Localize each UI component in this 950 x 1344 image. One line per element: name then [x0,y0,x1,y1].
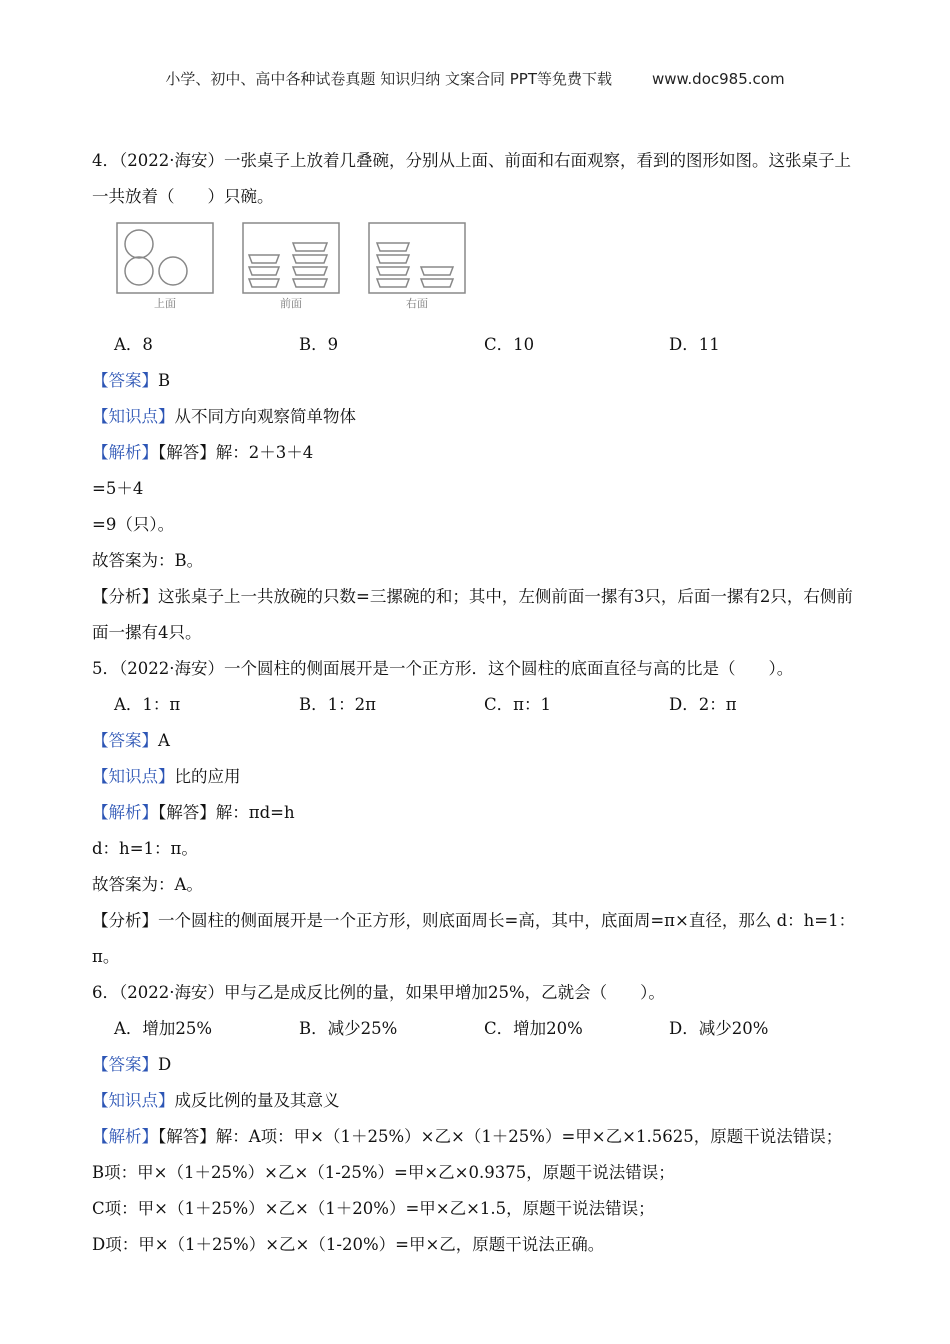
figure-top-view [114,221,216,317]
q6-analysis-line-2: C项：甲×（1＋25%）×乙×（1＋20%）=甲×乙×1.5，原题干说法错误； [92,1199,655,1218]
q5-knowledge [92,759,862,795]
q6-answer [92,1047,862,1083]
q6-option-c: C．增加20% [484,1019,583,1038]
figure-right-view [366,221,468,317]
q4-knowledge-value: 从不同方向观察简单物体 [174,407,356,426]
caption-top: 上面 [154,297,176,310]
fenxi-tag: 【分析】 [92,587,158,606]
analysis-tag: 【解析】 [92,1127,158,1146]
caption-front: 前面 [280,297,302,310]
analysis-tag: 【解析】 [92,443,158,462]
q4-analysis-line-1: =5＋4 [92,479,144,498]
q4-analysis [92,435,862,471]
q6-option-b: B．减少25% [299,1019,398,1038]
header-text: 小学、初中、高中各种试卷真题 知识归纳 文案合同 PPT等免费下载 [165,70,612,88]
q4-knowledge [92,399,862,435]
document-body [92,143,862,1263]
q6-knowledge-value: 成反比例的量及其意义 [174,1091,340,1110]
fenxi-tag: 【分析】 [92,911,158,930]
q4-option-d: D．11 [669,335,720,354]
top-view-drawing [115,221,215,295]
q4-answer [92,363,862,399]
q4-option-a: A．8 [114,335,153,354]
header-url[interactable]: www.doc985.com [651,70,785,88]
q4-figures [114,221,862,317]
page-header [0,68,950,89]
q5-analysis-line-1: d：h=1：π。 [92,839,198,858]
q6-analysis-first: 【解答】解：A项：甲×（1＋25%）×乙×（1＋25%）=甲×乙×1.5625，原题干说法错误； [158,1127,843,1146]
q4-answer-value: B [158,371,171,390]
q6-analysis-line-3: D项：甲×（1＋25%）×乙×（1-20%）=甲×乙，原题干说法正确。 [92,1235,605,1254]
q5-analysis-line-2: 故答案为：A。 [92,875,203,894]
analysis-tag: 【解析】 [92,803,158,822]
knowledge-tag: 【知识点】 [92,1091,175,1110]
q4-option-b: B．9 [299,335,339,354]
q4-analysis-line-3: 故答案为：B。 [92,551,204,570]
knowledge-tag: 【知识点】 [92,407,175,426]
q6-option-d: D．减少20% [669,1019,769,1038]
q5-answer [92,723,862,759]
q4-option-c: C．10 [484,335,535,354]
knowledge-tag: 【知识点】 [92,767,175,786]
q5-stem: 5．（2022·海安）一个圆柱的侧面展开是一个正方形．这个圆柱的底面直径与高的比是（ ）。 [92,659,794,678]
answer-tag: 【答案】 [92,1055,158,1074]
figure-front-view [240,221,342,317]
q4-analysis-first: 【解答】解：2＋3＋4 [158,443,314,462]
right-view-drawing [367,221,467,295]
q4-stem: 4．（2022·海安）一张桌子上放着几叠碗，分别从上面、前面和右面观察，看到的图形如图。这张桌子上一共放着（ ）只碗。 [92,151,851,206]
q4-fenxi-value: 这张桌子上一共放碗的只数=三摞碗的和；其中，左侧前面一摞有3只，后面一摞有2只，右侧前面一摞有4只。 [92,587,853,642]
q5-knowledge-value: 比的应用 [174,767,241,786]
q6-option-a: A．增加25% [114,1019,213,1038]
q4-fenxi [92,579,862,651]
q5-fenxi-value: 一个圆柱的侧面展开是一个正方形，则底面周长=高，其中，底面周=π×直径，那么 d：h=1：π。 [92,911,856,966]
q5-fenxi [92,903,862,975]
q6-analysis [92,1119,862,1155]
q5-options [92,687,862,723]
answer-tag: 【答案】 [92,731,158,750]
q5-answer-value: A [158,731,170,750]
q6-knowledge [92,1083,862,1119]
answer-tag: 【答案】 [92,371,158,390]
q5-option-a: A．1：π [114,695,181,714]
q4-options [92,327,862,363]
q5-option-b: B．1：2π [299,695,376,714]
q6-analysis-line-1: B项：甲×（1＋25%）×乙×（1-25%）=甲×乙×0.9375，原题干说法错误； [92,1163,675,1182]
q4-analysis-line-2: =9（只）。 [92,515,175,534]
q6-answer-value: D [158,1055,172,1074]
q5-option-c: C．π：1 [484,695,551,714]
front-view-drawing [241,221,341,295]
q6-options [92,1011,862,1047]
q5-option-d: D．2：π [669,695,737,714]
q5-analysis [92,795,862,831]
q5-analysis-first: 【解答】解：πd=h [158,803,295,822]
caption-right: 右面 [406,297,428,310]
q6-stem: 6．（2022·海安）甲与乙是成反比例的量，如果甲增加25%，乙就会（ ）。 [92,983,665,1002]
